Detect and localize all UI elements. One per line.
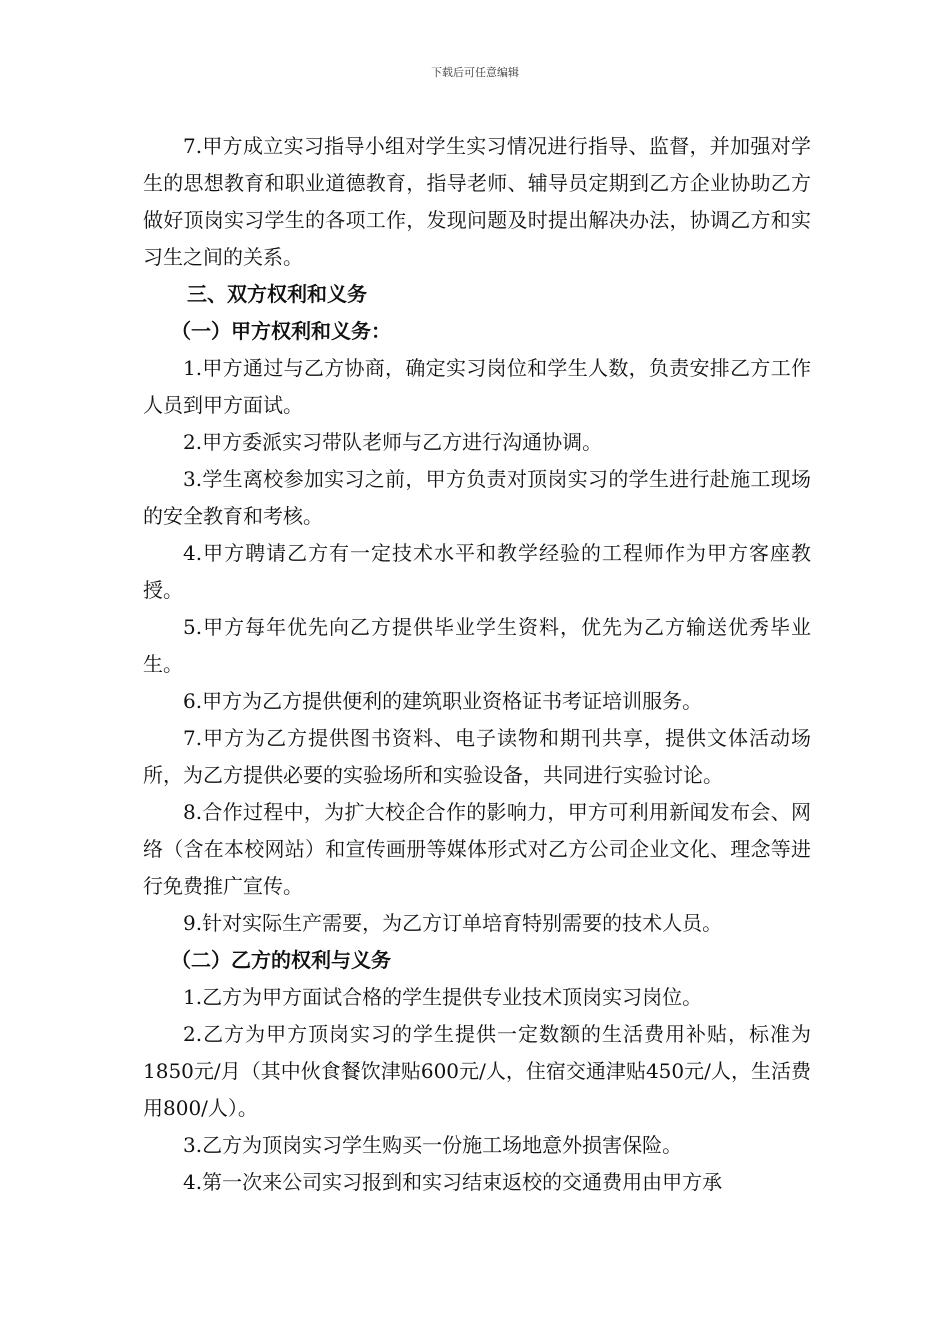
subsection-heading-party-a: （一）甲方权利和义务：: [171, 319, 391, 343]
party-b-item-2: 2.乙方为甲方顶岗实习的学生提供一定数额的生活费用补贴，标准为1850元/月（其中伙食餐饮津贴600元/人，住宿交通津贴450元/人，生活费用800/人）。: [143, 1022, 811, 1120]
party-a-item-3: 3.学生离校参加实习之前，甲方负责对顶岗实习的学生进行赴施工现场的安全教育和考核。: [143, 467, 811, 528]
section-heading-rights-obligations: 三、双方权利和义务: [187, 282, 367, 306]
paragraph-1-7: 7.甲方成立实习指导小组对学生实习情况进行指导、监督，并加强对学生的思想教育和职业道德教育，指导老师、辅导员定期到乙方企业协助乙方做好顶岗实习学生的各项工作，发现问题及时提出解决办法，协调乙方和实习生之间的关系。: [143, 134, 811, 269]
page-header: 下载后可任意编辑: [431, 66, 519, 79]
party-a-item-8: 8.合作过程中，为扩大校企合作的影响力，甲方可利用新闻发布会、网络（含在本校网站）和宣传画册等媒体形式对乙方公司企业文化、理念等进行免费推广宣传。: [143, 800, 811, 898]
subsection-heading-party-b: （二）乙方的权利与义务: [171, 948, 391, 972]
party-a-item-6: 6.甲方为乙方提供便利的建筑职业资格证书考证培训服务。: [183, 689, 703, 713]
party-a-item-5: 5.甲方每年优先向乙方提供毕业学生资料，优先为乙方输送优秀毕业生。: [143, 615, 811, 676]
party-a-item-7: 7.甲方为乙方提供图书资料、电子读物和期刊共享，提供文体活动场所，为乙方提供必要的实验场所和实验设备，共同进行实验讨论。: [143, 726, 811, 787]
party-a-item-9: 9.针对实际生产需要，为乙方订单培育特别需要的技术人员。: [183, 911, 723, 935]
party-b-item-3: 3.乙方为顶岗实习学生购买一份施工场地意外损害保险。: [183, 1133, 683, 1157]
party-b-item-4: 4.第一次来公司实习报到和实习结束返校的交通费用由甲方承: [183, 1170, 723, 1194]
party-a-item-4: 4.甲方聘请乙方有一定技术水平和教学经验的工程师作为甲方客座教授。: [143, 541, 811, 602]
party-b-item-1: 1.乙方为甲方面试合格的学生提供专业技术顶岗实习岗位。: [183, 985, 703, 1009]
party-a-item-1: 1.甲方通过与乙方协商，确定实习岗位和学生人数，负责安排乙方工作人员到甲方面试。: [143, 356, 811, 417]
party-a-item-2: 2.甲方委派实习带队老师与乙方进行沟通协调。: [183, 430, 603, 454]
document-body: [143, 128, 811, 1201]
